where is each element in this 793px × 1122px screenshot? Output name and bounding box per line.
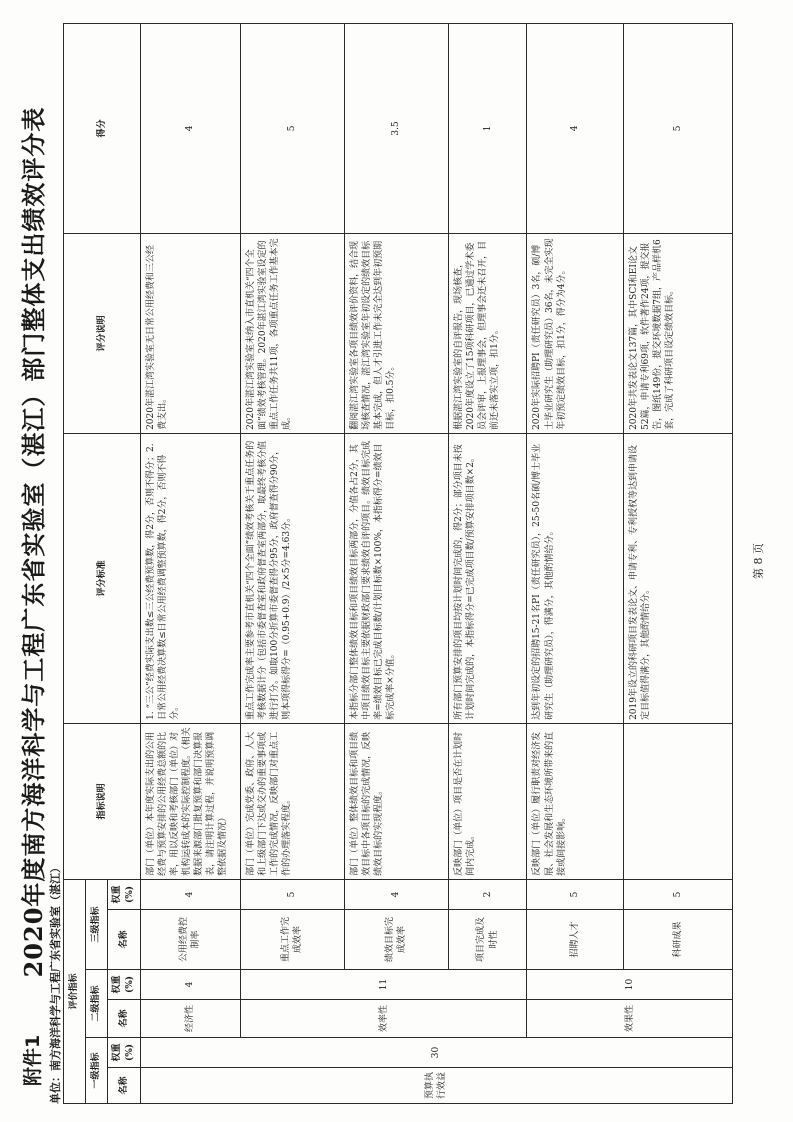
level2-weight: 11 [241,970,527,1000]
score-cell: 1 [448,23,527,233]
level2-name: 经济性 [140,1000,241,1038]
header-level3: 三级指标 [85,879,107,969]
criteria-cell: 2019年设立的科研项目发表论文、申请专利、专利授权等达到申请设定目标值得满分，其他酌情给分。 [623,433,732,723]
score-desc-cell: 2020年共发表论文137篇，其中SCI和EI论文52篇，申请专利69项，软件著作24项，提交报告，图纸149份，提交环境数据7组，产品样机6套，完成了科研项目设定绩效目标。 [623,233,732,433]
level3-name: 公用经费控制率 [140,910,241,970]
table-row [344,23,448,1103]
index-desc-cell: 部门（单位）本年度实际支出的公用经费与预算安排的公用经费总额的比率，用以反映和考核部门（单位）对机构运转成本的实际控制程度。（相关数据来源部门批复预算和部门决算报表，请注明计算过程，并说明预算调整依据及情况） [140,723,241,879]
level3-weight: 2 [448,879,527,909]
header-level2-weight: 权重(%) [107,970,140,1000]
index-desc-cell [623,723,732,879]
header-level1-name: 名称 [107,1068,140,1104]
table-row [448,23,527,1103]
table-row [241,23,345,1103]
level2-name: 效果性 [527,1000,733,1038]
header-score-desc: 评分说明 [64,233,141,433]
score-cell: 5 [241,23,345,233]
header-level3-name: 名称 [107,910,140,970]
header-criteria: 评分标准 [64,433,141,723]
document-title: 2020年度南方海洋科学与工程广东省实验室（湛江）部门整体支出绩效评分表 [19,106,48,978]
header-index-desc: 指标说明 [64,723,141,879]
criteria-cell: 所有部门预算安排的项目均按计划时间完成的，得2分；部分项目未按计划时间完成的，本指标得分=已完成项目数/预算安排项目数×2。 [448,433,527,723]
index-desc-cell: 部门（单位）整体绩效目标和项目绩效目标中各项目标的完成情况，反映绩效目标的实现程度。 [344,723,448,879]
level3-weight: 5 [623,879,732,909]
level3-weight: 5 [241,879,345,909]
header-level1: 一级指标 [85,1038,107,1104]
level2-weight: 10 [527,970,733,1000]
criteria-cell: 达到年初设定的招聘15-21名PI（责任研究员），25-50名硕/博士毕业研究生（助理研究员），得满分，其他酌情给分。 [527,433,623,723]
level3-name: 绩效目标完成效率 [344,910,448,970]
score-cell: 4 [527,23,623,233]
level2-name: 效率性 [241,1000,527,1038]
level3-name: 科研成果 [623,910,732,970]
page-number: 第 8 页 [752,543,765,579]
criteria-cell: 本指标分部门整体绩效目标和项目绩效目标两部分，分值各占2分，其中项目绩效目标主要依据财政部门要求绩效自评的项目。绩效目标完成率=绩效目标已完成目标数/计划目标数×100%，本指标得分=绩效目标完成率×分值。 [344,433,448,723]
level3-weight: 4 [140,879,241,909]
header-level1-weight: 权重(%) [107,1038,140,1068]
header-level2-name: 名称 [107,1000,140,1038]
score-desc-cell: 2020年湛江湾实验室未纳入市直机关“四个全面”绩效考核管理。2020年湛江湾实验室设定的重点工作任务共11项，各项重点任务工作基本完成。 [241,233,345,433]
score-cell: 5 [623,23,732,233]
table-row [140,23,241,1103]
level3-name: 招聘人才 [527,910,623,970]
criteria-cell: 重点工作完成率主要参考市直机关“四个全面”绩效考核关于重点任务的考核数据计分（包括市委督查室和政府督查室两部分，取最终考核分值进行打分。如取100分折算市委督查得分95分，政府督查得分90分，则本项得标得分=（0.95+0.9）/2×5分=4.63分。 [241,433,345,723]
level1-weight: 30 [140,1038,733,1068]
index-desc-cell: 部门（单位）完成党委、政府、人大和上级部门下达或交办的重要事项或工作的完成情况，反映部门对重点工作的办理落实程度。 [241,723,345,879]
header-score: 得分 [64,23,141,233]
level2-weight: 4 [140,970,241,1000]
score-cell: 3.5 [344,23,448,233]
score-desc-cell: 根据湛江湾实验室的自评报告，现场核查，2020年度设立了15项科研项目，已通过学术委员会评审，上报理事会，但理事会还未召开，目前还未落实立项，扣1分。 [448,233,527,433]
header-level3-weight: 权重(%) [107,879,140,909]
index-desc-cell: 反映部门（单位）履行职责对经济发展、社会发展和生态环境所带来的直接或间接影响。 [527,723,623,879]
level1-name: 预算执行效益 [140,1068,733,1104]
score-desc-cell: 翻阅湛江湾实验室各项目绩效评价资料，结合现场核查情况，湛江湾实验室年初设定的绩效目标基本完成，但人才引进工作未完全达到年初预期目标，扣0.5分。 [344,233,448,433]
level3-name: 重点工作完成效率 [241,910,345,970]
table-row [527,23,623,1103]
score-desc-cell: 2020年实际招聘PI（责任研究员）3名，硕/博士毕业研究生（助理研究员）36名，未完全实现年初预定绩效目标，扣1分，得分为4分。 [527,233,623,433]
score-desc-cell: 2020年湛江湾实验室无日常公用经费和三公经费支出。 [140,233,241,433]
index-desc-cell: 反映部门（单位）项目是否在计划时间内完成。 [448,723,527,879]
header-row-1 [64,23,86,1103]
criteria-cell: 1. “三公”经费实际支出数≤三公经费预算数，得2分，否则不得分；2. 日常公用经费决算数≤日常公用经费调整预算数，得2分，否则不得分。 [140,433,241,723]
level3-name: 项目完成及时性 [448,910,527,970]
header-eval-index: 评价指标 [64,879,86,1103]
attachment-label: 附件1 [22,1034,44,1086]
header-level2: 二级指标 [85,970,107,1038]
table-row [623,23,732,1103]
level3-weight: 5 [527,879,623,909]
level3-weight: 4 [344,879,448,909]
unit-line: 单位：南方海洋科学与工程广东省实验室（湛江） [49,862,62,1104]
score-table [63,23,733,1104]
score-cell: 4 [140,23,241,233]
